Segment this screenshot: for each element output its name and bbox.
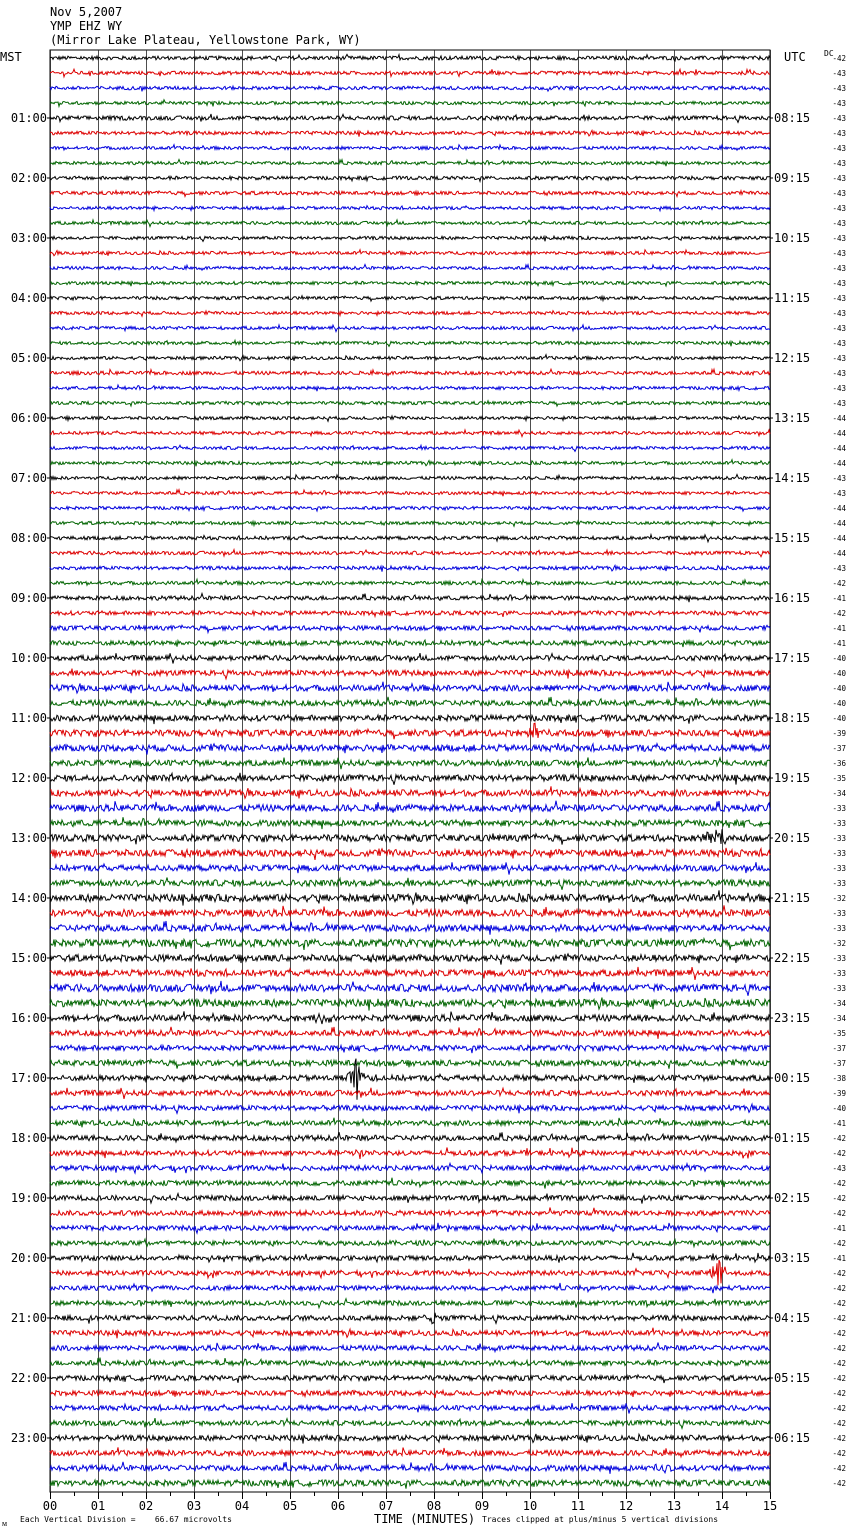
dc-offset-label: -37 [832, 1044, 846, 1053]
right-time-label: 19:15 [774, 771, 811, 785]
dc-offset-label: -43 [832, 309, 846, 318]
trace-line [50, 758, 770, 770]
right-time-label: 11:15 [774, 291, 811, 305]
trace-line [50, 565, 770, 571]
trace-line [50, 1328, 770, 1339]
dc-offset-label: -42 [832, 1149, 846, 1158]
corner-mark: ᴍ [2, 1519, 8, 1528]
dc-label: DC [824, 49, 834, 58]
dc-offset-label: -34 [832, 789, 846, 798]
x-tick-label: 13 [666, 1499, 682, 1513]
trace-line [50, 669, 770, 679]
dc-offset-label: -43 [832, 69, 846, 78]
left-time-label: 13:00 [10, 831, 47, 845]
trace-line [50, 385, 770, 391]
right-time-label: 06:15 [774, 1431, 811, 1445]
dc-offset-label: -42 [832, 1389, 846, 1398]
trace-line [50, 653, 770, 663]
dc-offset-label: -42 [832, 1269, 846, 1278]
trace-line [50, 981, 770, 996]
trace-line [50, 54, 770, 61]
dc-offset-label: -43 [832, 219, 846, 228]
dc-offset-label: -42 [832, 1359, 846, 1368]
dc-offset-label: -43 [832, 129, 846, 138]
dc-offset-label: -44 [832, 549, 846, 558]
x-tick-label: 05 [282, 1499, 298, 1513]
header-date: Nov 5,2007 [50, 5, 123, 19]
dc-offset-label: -42 [832, 1239, 846, 1248]
right-time-label: 23:15 [774, 1011, 811, 1025]
x-tick-label: 01 [90, 1499, 106, 1513]
x-tick-label: 08 [426, 1499, 442, 1513]
dc-offset-label: -40 [832, 699, 846, 708]
trace-line [50, 801, 770, 813]
dc-offset-label: -43 [832, 204, 846, 213]
dc-offset-label: -42 [832, 1344, 846, 1353]
dc-offset-label: -33 [832, 879, 846, 888]
left-time-label: 09:00 [10, 591, 47, 605]
dc-offset-label: -42 [832, 1419, 846, 1428]
dc-offset-label: -41 [832, 1254, 846, 1263]
dc-offset-label: -33 [832, 849, 846, 858]
trace-line [50, 550, 770, 557]
trace-line [50, 954, 770, 965]
header-location: (Mirror Lake Plateau, Yellowstone Park, WY) [50, 33, 361, 47]
left-time-label: 04:00 [10, 291, 47, 305]
dc-offset-label: -43 [832, 279, 846, 288]
trace-line [50, 145, 770, 151]
dc-offset-label: -42 [832, 1479, 846, 1488]
trace-line [50, 355, 770, 361]
dc-offset-label: -33 [832, 864, 846, 873]
dc-offset-label: -41 [832, 624, 846, 633]
right-time-label: 20:15 [774, 831, 811, 845]
dc-offset-label: -32 [832, 939, 846, 948]
trace-line [50, 401, 770, 406]
dc-offset-label: -38 [832, 1074, 846, 1083]
left-time-label: 03:00 [10, 231, 47, 245]
dc-offset-label: -43 [832, 249, 846, 258]
trace-line [50, 430, 770, 437]
right-time-label: 03:15 [774, 1251, 811, 1265]
dc-offset-label: -41 [832, 639, 846, 648]
dc-offset-label: -43 [832, 399, 846, 408]
left-time-label: 22:00 [10, 1371, 47, 1385]
left-time-label: 12:00 [10, 771, 47, 785]
trace-line [50, 130, 770, 136]
dc-offset-label: -43 [832, 99, 846, 108]
dc-offset-label: -42 [832, 1134, 846, 1143]
left-time-label: 14:00 [10, 891, 47, 905]
trace-line [50, 1059, 770, 1069]
dc-offset-label: -33 [832, 984, 846, 993]
right-time-label: 02:15 [774, 1191, 811, 1205]
right-time-label: 13:15 [774, 411, 811, 425]
trace-line [50, 69, 770, 77]
right-time-label: 17:15 [774, 651, 811, 665]
x-tick-label: 14 [714, 1499, 730, 1513]
x-tick-label: 12 [618, 1499, 634, 1513]
trace-line [50, 715, 770, 724]
trace-line [50, 311, 770, 317]
dc-offset-label: -39 [832, 729, 846, 738]
left-time-label: 23:00 [10, 1431, 47, 1445]
dc-offset-label: -43 [832, 564, 846, 573]
right-time-label: 12:15 [774, 351, 811, 365]
dc-offset-label: -43 [832, 189, 846, 198]
dc-offset-label: -42 [832, 1434, 846, 1443]
dc-offset-label: -33 [832, 909, 846, 918]
x-axis-title: TIME (MINUTES) [374, 1512, 476, 1526]
left-time-label: 20:00 [10, 1251, 47, 1265]
dc-offset-label: -44 [832, 414, 846, 423]
trace-line [50, 475, 770, 481]
dc-offset-label: -40 [832, 654, 846, 663]
trace-line [50, 773, 770, 785]
dc-offset-label: -37 [832, 744, 846, 753]
left-time-label: 07:00 [10, 471, 47, 485]
trace-line [50, 1403, 770, 1413]
trace-line [50, 640, 770, 648]
trace-line [50, 998, 770, 1011]
right-time-label: 15:15 [774, 531, 811, 545]
dc-offset-label: -35 [832, 1029, 846, 1038]
left-time-label: 08:00 [10, 531, 47, 545]
trace-line [50, 625, 770, 632]
trace-line [50, 236, 770, 241]
dc-offset-label: -43 [832, 144, 846, 153]
trace-line [50, 176, 770, 181]
right-time-label: 22:15 [774, 951, 811, 965]
dc-offset-label: -35 [832, 774, 846, 783]
dc-offset-label: -43 [832, 369, 846, 378]
trace-line [50, 1479, 770, 1489]
dc-offset-label: -43 [832, 294, 846, 303]
right-time-label: 08:15 [774, 111, 811, 125]
right-time-label: 18:15 [774, 711, 811, 725]
left-time-label: 15:00 [10, 951, 47, 965]
dc-offset-label: -40 [832, 669, 846, 678]
x-tick-label: 04 [234, 1499, 250, 1513]
trace-line [50, 1358, 770, 1369]
dc-offset-label: -43 [832, 114, 846, 123]
trace-line [50, 1260, 770, 1285]
trace-line [50, 1223, 770, 1233]
dc-offset-label: -33 [832, 819, 846, 828]
trace-line [50, 460, 770, 467]
left-time-label: 11:00 [10, 711, 47, 725]
trace-line [50, 1027, 770, 1039]
trace-line [50, 723, 770, 739]
dc-offset-label: -44 [832, 519, 846, 528]
dc-offset-label: -33 [832, 804, 846, 813]
dc-offset-label: -33 [832, 969, 846, 978]
dc-offset-label: -42 [832, 1464, 846, 1473]
x-tick-label: 00 [42, 1499, 58, 1513]
dc-offset-label: -42 [832, 1404, 846, 1413]
trace-line [50, 100, 770, 107]
trace-line [50, 1253, 770, 1263]
trace-line [50, 611, 770, 617]
left-time-label: 05:00 [10, 351, 47, 365]
trace-line [50, 490, 770, 497]
x-tick-label: 15 [762, 1499, 778, 1513]
dc-offset-label: -43 [832, 339, 846, 348]
left-time-label: 06:00 [10, 411, 47, 425]
dc-offset-label: -42 [832, 1179, 846, 1188]
x-tick-label: 06 [330, 1499, 346, 1513]
trace-line [50, 1104, 770, 1113]
trace-line [50, 1283, 770, 1293]
trace-line [50, 281, 770, 286]
right-time-label: 10:15 [774, 231, 811, 245]
dc-offset-label: -44 [832, 534, 846, 543]
clip-note: Traces clipped at plus/minus 5 vertical divisions [482, 1515, 719, 1524]
dc-offset-label: -43 [832, 174, 846, 183]
x-tick-label: 11 [570, 1499, 586, 1513]
trace-line [50, 786, 770, 798]
trace-line [50, 535, 770, 542]
trace-line [50, 250, 770, 256]
dc-offset-label: -43 [832, 264, 846, 273]
dc-offset-label: -43 [832, 384, 846, 393]
scale-note: Each Vertical Division = 66.67 microvolts [20, 1515, 232, 1524]
left-time-label: 21:00 [10, 1311, 47, 1325]
trace-line [50, 369, 770, 375]
trace-line [50, 817, 770, 829]
trace-line [50, 1299, 770, 1308]
trace-line [50, 829, 770, 844]
trace-line [50, 416, 770, 422]
trace-line [50, 191, 770, 197]
trace-line [50, 1462, 770, 1474]
dc-offset-label: -42 [832, 1194, 846, 1203]
trace-line [50, 1313, 770, 1324]
trace-line [50, 1208, 770, 1217]
trace-line [50, 1194, 770, 1204]
dc-offset-label: -43 [832, 84, 846, 93]
dc-offset-label: -43 [832, 354, 846, 363]
dc-offset-label: -33 [832, 924, 846, 933]
left-axis-title: MST [0, 50, 22, 64]
left-time-label: 10:00 [10, 651, 47, 665]
dc-offset-label: -43 [832, 474, 846, 483]
trace-line [50, 878, 770, 890]
right-axis-title: UTC [784, 50, 806, 64]
trace-line [50, 1343, 770, 1352]
dc-offset-label: -33 [832, 954, 846, 963]
left-time-label: 19:00 [10, 1191, 47, 1205]
dc-offset-label: -44 [832, 504, 846, 513]
trace-line [50, 114, 770, 122]
trace-line [50, 1239, 770, 1247]
right-time-label: 00:15 [774, 1071, 811, 1085]
dc-offset-label: -37 [832, 1059, 846, 1068]
dc-offset-label: -34 [832, 999, 846, 1008]
dc-offset-label: -43 [832, 234, 846, 243]
trace-line [50, 1118, 770, 1128]
dc-offset-label: -42 [832, 1314, 846, 1323]
x-tick-label: 03 [186, 1499, 202, 1513]
trace-line [50, 848, 770, 860]
right-time-label: 05:15 [774, 1371, 811, 1385]
right-time-label: 01:15 [774, 1131, 811, 1145]
trace-line [50, 594, 770, 603]
trace-line [50, 1132, 770, 1142]
dc-offset-label: -32 [832, 894, 846, 903]
trace-line [50, 1088, 770, 1099]
trace-line [50, 905, 770, 918]
dc-offset-label: -43 [832, 1164, 846, 1173]
trace-line [50, 1434, 770, 1444]
dc-offset-label: -41 [832, 594, 846, 603]
x-tick-label: 09 [474, 1499, 490, 1513]
trace-line [50, 743, 770, 754]
dc-offset-label: -34 [832, 1014, 846, 1023]
dc-offset-label: -40 [832, 1104, 846, 1113]
dc-offset-label: -44 [832, 444, 846, 453]
trace-line [50, 325, 770, 332]
dc-offset-label: -33 [832, 834, 846, 843]
trace-line [50, 506, 770, 511]
dc-offset-label: -41 [832, 1119, 846, 1128]
trace-line [50, 1178, 770, 1189]
dc-offset-label: -39 [832, 1089, 846, 1098]
dc-offset-label: -42 [832, 1449, 846, 1458]
dc-offset-label: -42 [832, 579, 846, 588]
trace-line [50, 1045, 770, 1053]
x-tick-label: 10 [522, 1499, 538, 1513]
dc-offset-label: -42 [832, 1209, 846, 1218]
dc-offset-label: -43 [832, 159, 846, 168]
trace-line [50, 682, 770, 694]
trace-line [50, 206, 770, 211]
trace-line [50, 265, 770, 271]
dc-offset-label: -40 [832, 684, 846, 693]
right-time-label: 21:15 [774, 891, 811, 905]
x-tick-label: 02 [138, 1499, 154, 1513]
trace-line [50, 86, 770, 91]
trace-line [50, 1447, 770, 1457]
trace-line [50, 1375, 770, 1384]
dc-offset-label: -44 [832, 459, 846, 468]
dc-offset-label: -42 [832, 1374, 846, 1383]
dc-offset-label: -42 [832, 1329, 846, 1338]
left-time-label: 18:00 [10, 1131, 47, 1145]
trace-line [50, 521, 770, 526]
trace-line [50, 579, 770, 585]
right-time-label: 14:15 [774, 471, 811, 485]
trace-line [50, 1418, 770, 1428]
trace-line [50, 697, 770, 707]
dc-offset-label: -41 [832, 1224, 846, 1233]
dc-offset-label: -44 [832, 429, 846, 438]
left-time-label: 01:00 [10, 111, 47, 125]
trace-line [50, 445, 770, 451]
trace-line [50, 1390, 770, 1398]
right-time-label: 16:15 [774, 591, 811, 605]
header-station: YMP EHZ WY [50, 19, 123, 33]
dc-offset-label: -42 [832, 54, 846, 63]
dc-offset-label: -43 [832, 324, 846, 333]
trace-line [50, 220, 770, 227]
right-time-label: 09:15 [774, 171, 811, 185]
trace-line [50, 160, 770, 167]
right-time-label: 04:15 [774, 1311, 811, 1325]
dc-offset-label: -40 [832, 714, 846, 723]
x-tick-label: 07 [378, 1499, 394, 1513]
trace-line [50, 1163, 770, 1173]
trace-line [50, 1148, 770, 1159]
dc-offset-label: -43 [832, 489, 846, 498]
trace-line [50, 340, 770, 346]
trace-line [50, 296, 770, 301]
trace-line [50, 967, 770, 980]
dc-offset-label: -36 [832, 759, 846, 768]
trace-line [50, 862, 770, 874]
left-time-label: 02:00 [10, 171, 47, 185]
trace-line [50, 890, 770, 905]
dc-offset-label: -42 [832, 609, 846, 618]
left-time-label: 17:00 [10, 1071, 47, 1085]
dc-offset-label: -42 [832, 1299, 846, 1308]
dc-offset-label: -42 [832, 1284, 846, 1293]
trace-line [50, 938, 770, 950]
trace-line [50, 921, 770, 935]
trace-line [50, 1011, 770, 1024]
left-time-label: 16:00 [10, 1011, 47, 1025]
